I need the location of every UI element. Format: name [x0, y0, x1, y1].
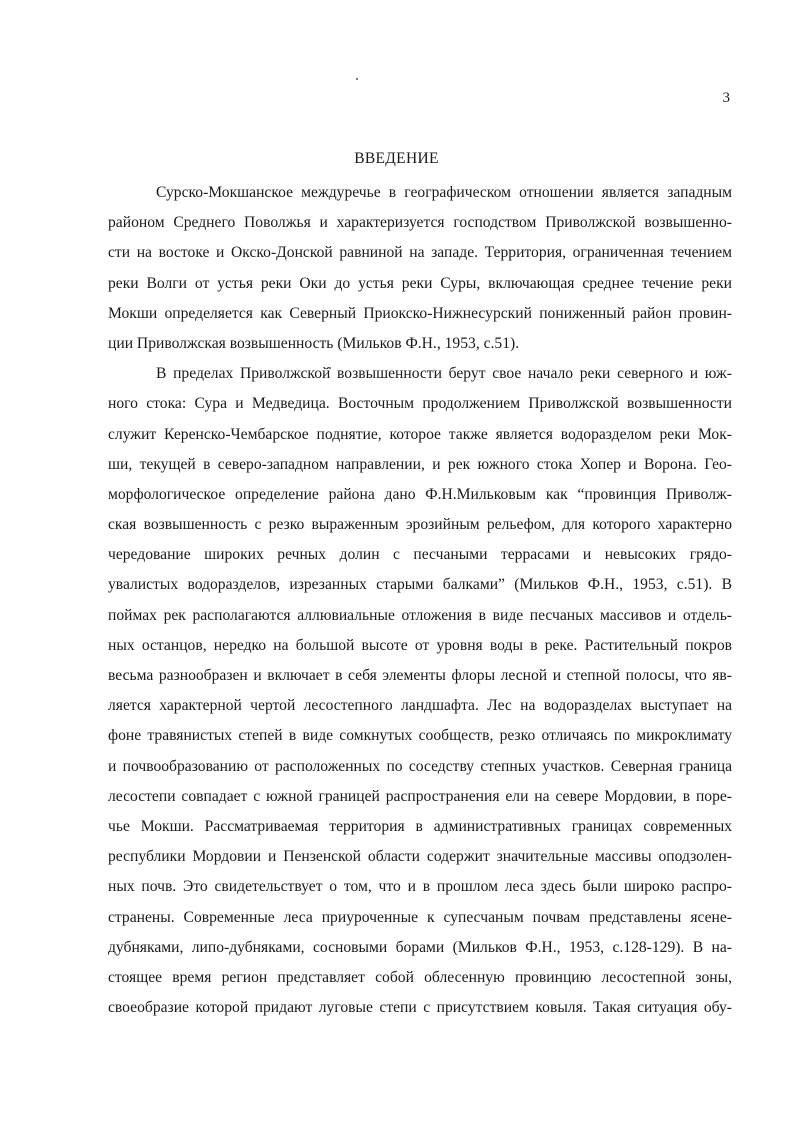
scan-speck: [356, 78, 358, 80]
text-line: сти на востоке и Окско-Донской равниной на западе. Территория, ограниченная течением: [108, 244, 732, 262]
text-line: реки Волги от устья реки Оки до устья реки Суры, включающая среднее течение реки: [108, 274, 732, 292]
text-line: ных останцов, нередко на большой высоте от уровня воды в реке. Растительный покров: [108, 636, 732, 654]
text-line: Мокши определяется как Северный Приокско-Нижнесурский пониженный район провин-: [108, 304, 732, 322]
text-line: и почвообразованию от расположенных по соседству степных участков. Северная граница: [108, 757, 732, 775]
text-line: ных почв. Это свидетельствует о том, что и в прошлом леса здесь были широко распро-: [108, 878, 732, 896]
text-line: чье Мокши. Рассматриваемая территория в административных границах современных: [108, 817, 732, 835]
text-line: служит Керенско-Чембарское поднятие, которое также является водоразделом реки Мок-: [108, 425, 732, 443]
text-line: дубняками, липо-дубняками, сосновыми борами (Мильков Ф.Н., 1953, с.128-129). В на-: [108, 938, 732, 956]
text-line: республики Мордовии и Пензенской области содержит значительные массивы оподзолен-: [108, 848, 732, 866]
text-line: лесостепи совпадает с южной границей распространения ели на севере Мордовии, в поре-: [108, 787, 732, 805]
body-text: [108, 178, 732, 1023]
text-line: В пределах Приволжской возвышенности берут свое начало реки северного и юж-: [156, 365, 732, 383]
text-line: ляется характерной чертой лесостепного ландшафта. Лес на водоразделах выступает на: [108, 697, 732, 715]
text-line: ская возвышенность с резко выраженным эрозийным рельефом, для которого характерно: [108, 516, 732, 534]
text-line: поймах рек располагаются аллювиальные отложения в виде песчаных массивов и отдель-: [108, 606, 732, 624]
text-line: Сурско-Мокшанское междуречье в географическом отношении является западным: [156, 184, 732, 201]
text-line: увалистых водоразделов, изрезанных старыми балками” (Мильков Ф.Н., 1953, с.51). В: [108, 576, 732, 594]
text-line: фоне травянистых степей в виде сомкнутых сообществ, резко отличаясь по микроклимату: [108, 727, 732, 745]
text-line: морфологическое определение района дано Ф.Н.Мильковым как “провинция Приволж-: [108, 485, 732, 503]
text-line: чередование широких речных долин с песчаными террасами и невысоких грядо-: [108, 546, 732, 564]
text-line: стоящее время регион представляет собой облесенную провинцию лесостепной зоны,: [108, 968, 732, 986]
section-heading: ВВЕДЕНИЕ: [354, 150, 439, 167]
text-line: своеобразие которой придают луговые степи с присутствием ковыля. Такая ситуация обу-: [108, 999, 732, 1017]
text-line: ши, текущей в северо-западном направлении, и рек южного стока Хопер и Ворона. Гео-: [108, 455, 732, 473]
text-line: ного стока: Сура и Медведица. Восточным продолжением Приволжской возвышенности: [108, 395, 732, 413]
text-line: районом Среднего Поволжья и характеризуется господством Приволжской возвышенно-: [108, 214, 732, 232]
text-line: странены. Современные леса приуроченные к супесчаным почвам представлены ясене-: [108, 908, 732, 926]
page-number: 3: [722, 90, 730, 106]
text-line: весьма разнообразен и включает в себя элементы флоры лесной и степной полосы, что яв-: [108, 667, 732, 684]
text-line: ции Приволжская возвышенность (Мильков Ф.Н., 1953, с.51).: [108, 334, 520, 352]
